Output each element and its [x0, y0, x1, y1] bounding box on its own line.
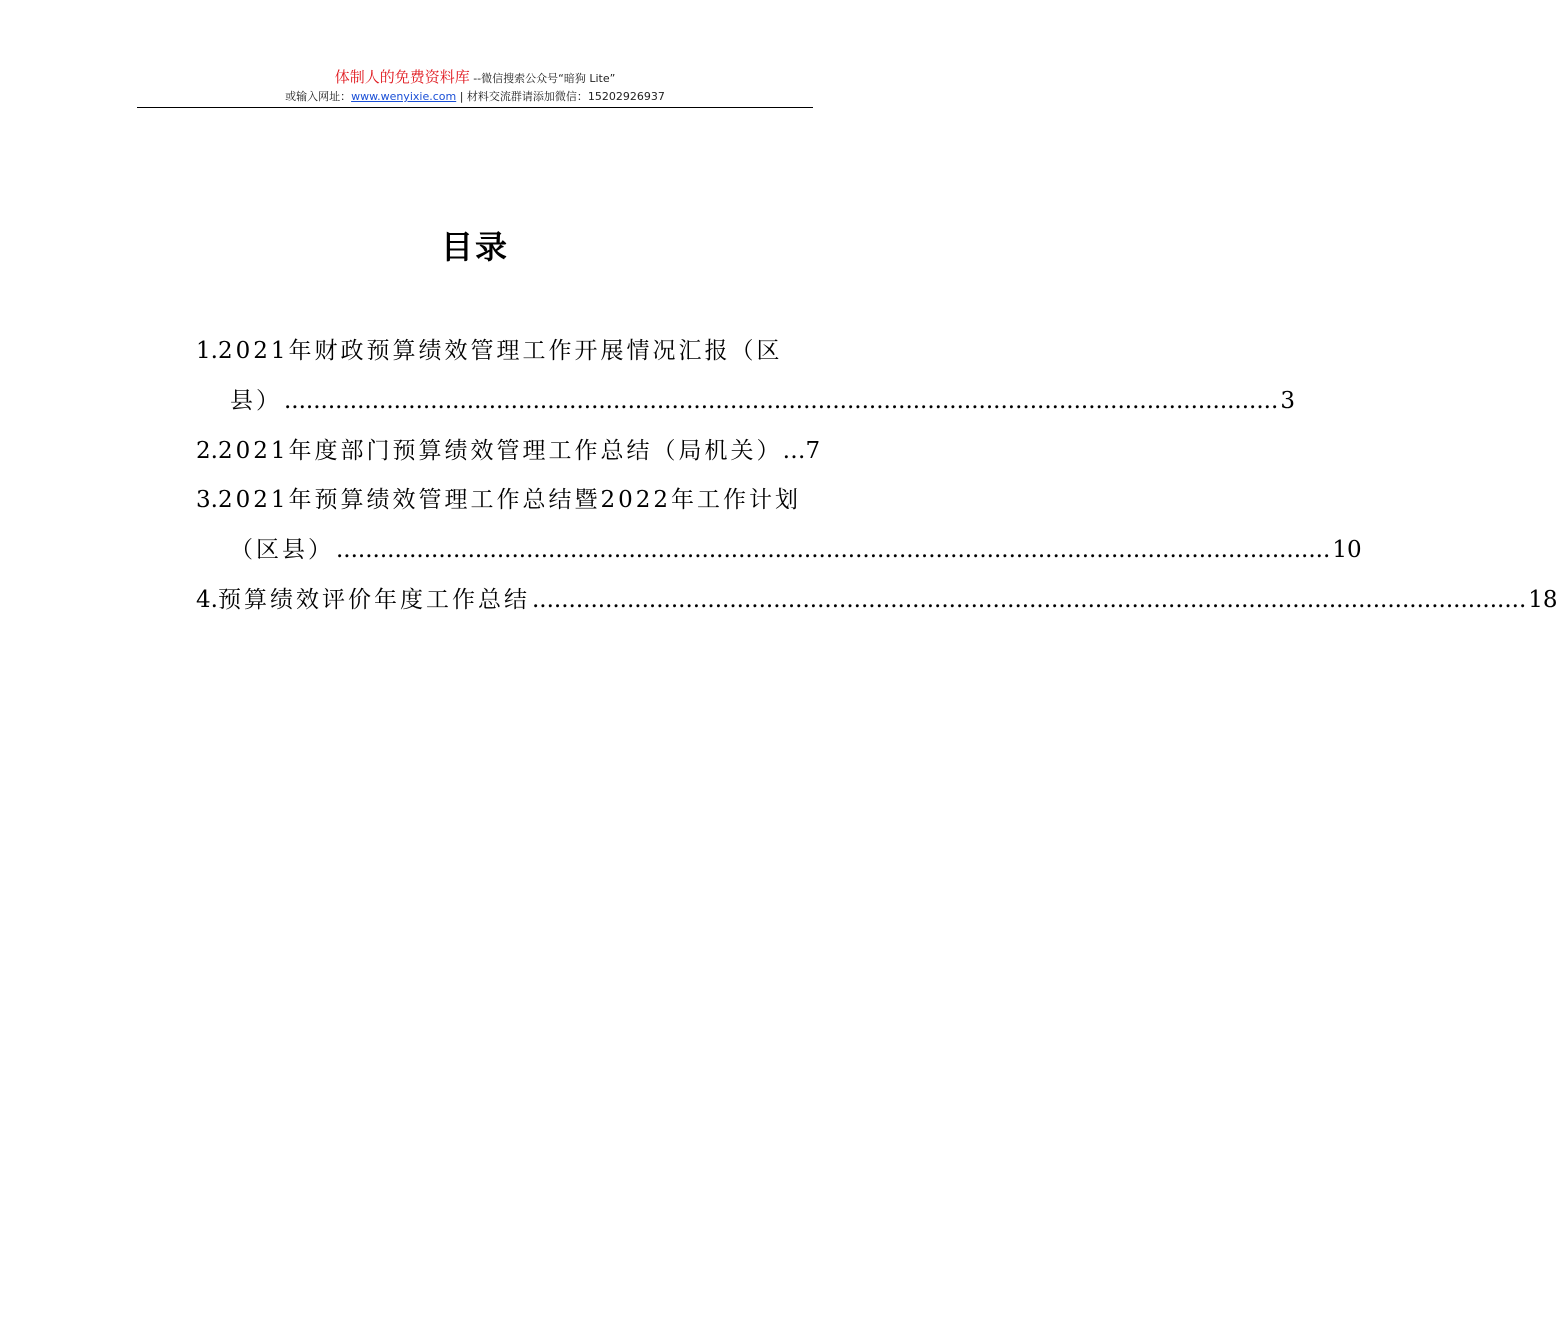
header-line-2	[137, 88, 813, 105]
toc-text: 2021年预算绩效管理工作总结暨2022年工作计划	[217, 487, 802, 513]
header-divider	[137, 107, 813, 108]
header-brand: 体制人的免费资料库	[334, 68, 470, 86]
toc-page-number: 7	[805, 438, 821, 464]
toc-page-number: 10	[1332, 537, 1362, 563]
header-brand-suffix: --微信搜索公众号“暗狗 Lite”	[469, 72, 616, 85]
header-url-link[interactable]: www.wenyixie.com	[351, 90, 457, 103]
page-header	[137, 68, 813, 105]
toc-text: 2021年度部门预算绩效管理工作总结（局机关）	[217, 438, 783, 464]
toc-entry-3[interactable]	[196, 485, 802, 515]
toc-entry-3-continued[interactable]	[230, 535, 1362, 565]
toc-leader-dots: ........................................................................................................................................	[284, 388, 1279, 414]
toc-page-number: 3	[1280, 388, 1295, 414]
toc-entry-1[interactable]	[196, 336, 783, 366]
toc-title: 目录	[440, 228, 509, 266]
header-line-1	[137, 68, 813, 88]
toc-text-continued: 县）	[230, 388, 282, 414]
toc-ellipsis: …	[782, 438, 806, 464]
header-url-prefix: 或输入网址：	[285, 90, 352, 103]
toc-entry-2[interactable]	[196, 436, 821, 466]
toc-number: 3.	[196, 487, 218, 513]
toc-entry-1-continued[interactable]	[230, 386, 1295, 416]
toc-text: 2021年财政预算绩效管理工作开展情况汇报（区	[217, 338, 783, 364]
toc-leader-dots: ........................................................................................................................................	[531, 587, 1527, 613]
toc-number: 2.	[196, 438, 218, 464]
toc-entry-4[interactable]	[196, 585, 1558, 615]
header-contact: | 材料交流群请添加微信：15202926937	[456, 90, 665, 103]
toc-text: 预算绩效评价年度工作总结	[217, 587, 530, 613]
toc-page-number: 18	[1528, 587, 1558, 613]
toc-text-continued: （区县）	[230, 537, 334, 563]
toc-number: 4.	[196, 587, 218, 613]
toc-number: 1.	[196, 338, 218, 364]
toc-leader-dots: ........................................................................................................................................	[336, 537, 1331, 563]
